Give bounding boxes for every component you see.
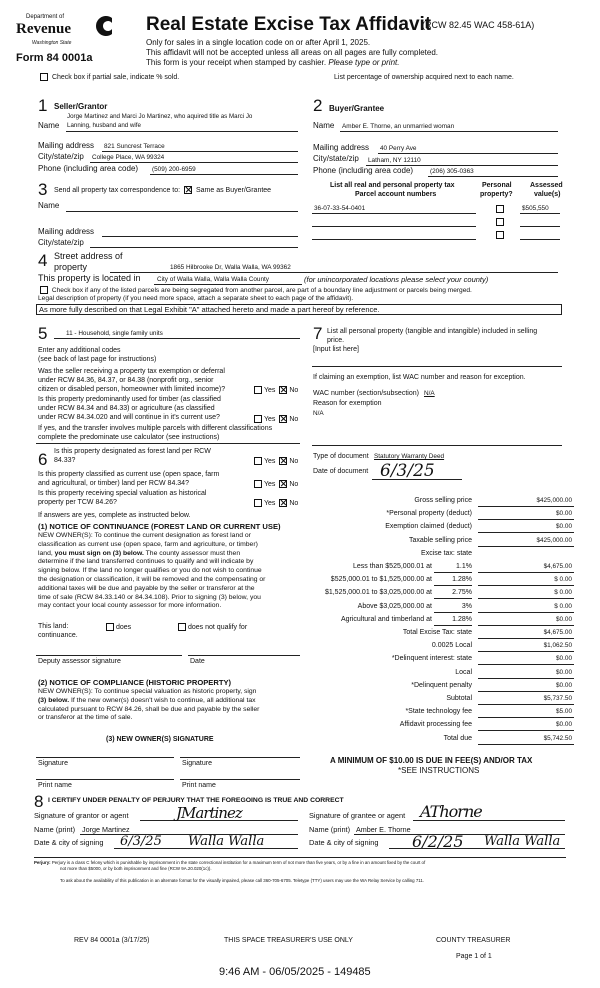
tax-row-value[interactable]: $0.00 [556,655,572,663]
wa-logo-icon [94,15,114,37]
grantor-name-value[interactable]: Jorge Martinez [82,825,130,834]
section-5-number: 5 [38,324,48,343]
dept-line2: Revenue [16,21,71,37]
reason-label: Reason for exemption [313,400,382,407]
partial-sale-label: Check box if partial sale, indicate % sold. [51,73,180,81]
same-as-buyer-checkbox[interactable] [184,186,192,194]
grantor-city-value[interactable]: Walla Walla [188,834,265,849]
exemption-instruction: If claiming an exemption, list WAC number and reason for exception. [313,374,526,381]
buyer-mailing-value[interactable]: 40 Perry Ave [380,145,417,152]
tax-row-label: *State technology fee [405,708,472,716]
s5-q3-line2: complete the predominate use calculator (see instructions) [38,434,220,441]
s5-q3-line1: If yes, and the transfer involves multiple parcels with different classifications [38,425,273,432]
tax-row-value[interactable]: $0.00 [556,721,572,729]
new-owner-signature-title: (3) NEW OWNER(S) SIGNATURE [106,736,214,743]
tax-row-label: Above $3,025,000.00 at [357,602,432,610]
s6-q2-line1: Is this property classified as current use (open space, farm [38,471,220,478]
tax-row-rate: 3% [461,602,472,610]
parcel-number-value[interactable]: 36-07-33-54-0401 [314,205,366,212]
tax-row-rate: 2.75% [452,589,472,597]
s6-q2-answer: Yes No [252,480,298,488]
personal-header-1: Personal [482,182,512,189]
s5-q1-answer: Yes No [252,386,298,394]
grantee-date-label: Date & city of signing [309,838,379,847]
perjury-notice: Perjury: Perjury is a class C felony which is punishable by imprisonment in the state correctional institution for a maximum term of not more than five years, or by a fine in an amount fixed by the court of [34,860,426,865]
tax-row-value[interactable]: $4,675.00 [543,563,572,570]
tax-row-value[interactable]: $0.00 [556,668,572,676]
s6-q2-line2: and agricultural, or timber) land per RCW 84.34? [38,480,189,487]
s6-q1-yes-checkbox[interactable] [254,457,262,465]
personal-header-2: property? [480,191,513,198]
doc-date-value[interactable]: 6/3/25 [380,461,435,481]
tax-row-rate: 1.1% [456,563,472,570]
header-line3: This form is your receipt when stamped by cashier. Please type or print. [146,58,400,67]
see-instructions-note: *SEE INSTRUCTIONS [398,766,480,775]
grantee-name-label: Name (print) [309,825,351,834]
assessed-value[interactable]: $505,550 [522,205,549,212]
page-number: Page 1 of 1 [456,953,492,960]
seller-city-label: City/state/zip [38,152,84,161]
additional-codes-label2: (see back of last page for instructions) [38,356,157,363]
tax-row-label: *Delinquent interest: state [391,655,472,663]
tax-row-value[interactable]: $425,000.00 [536,497,572,504]
s6-q3-no-checkbox[interactable] [279,499,287,507]
seller-mailing-value[interactable]: 821 Suncrest Terrace [104,143,165,150]
use-code-value[interactable]: 11 - Household, single family units [66,330,163,337]
grantee-city-value[interactable]: Walla Walla [484,834,561,849]
tax-row-value[interactable]: $ 0.00 [554,589,572,597]
tax-row-label: Local [455,668,472,676]
grantor-date-value[interactable]: 6/3/25 [120,834,162,849]
grantee-signature-label: Signature of grantee or agent [309,811,406,820]
dept-line3: Washington State [32,40,72,46]
s3-mailing-label: Mailing address [38,227,95,236]
segregated-label: Check box if any of the listed parcels are being segregated from another parcel, are part of a boundary line adjustment or parcels being merged. [51,286,472,294]
street-address-label1: Street address of [54,251,123,261]
reason-value[interactable]: N/A [313,410,324,417]
tax-row-label: Subtotal [446,695,472,702]
grantor-name-label: Name (print) [34,825,76,834]
tax-row-value[interactable]: $5,742.50 [543,734,572,742]
wac-value[interactable]: N/A [424,390,435,397]
cashier-stamp: 9:46 AM - 06/05/2025 - 149485 [219,966,371,978]
section-8-number: 8 [34,792,44,811]
new-owner-print-name-label-1: Print name [38,782,72,789]
doc-type-value[interactable]: Statutory Warranty Deed [374,453,445,460]
perjury-notice-2: not more than $5000, or by both imprisonment and fine (RCW 9A.20.020(1c)). [60,866,212,871]
wac-label: WAC number (section/subsection) [313,390,419,397]
buyer-name-value[interactable]: Amber E. Thorne, an unmarried woman [342,123,455,130]
land-does-not-option: does not qualify for [176,623,247,631]
s5-q2-line3: under RCW 84.34.020 and will continue in it's current use? [38,414,220,421]
tax-row-value[interactable]: $0.00 [556,681,572,689]
parcel3-personal-checkbox[interactable] [494,231,506,239]
tax-row-label: Affidavit processing fee [399,721,472,729]
tax-row-label: $525,000.01 to $1,525,000.00 at [330,576,432,584]
segregated-row [38,286,472,294]
tax-row-label: Agricultural and timberland at [340,615,432,623]
section-7-number: 7 [313,324,323,343]
buyer-city-value[interactable]: Latham, NY 12110 [368,157,421,164]
rcw-reference: (RCW 82.45 WAC 458-61A) [422,20,535,30]
assessed-header-1: Assessed [530,182,563,189]
legal-description-value: As more fully described on that Legal Exhibit "A" attached hereto and made a part hereof by reference. [39,305,380,314]
s5-q1-yes-checkbox[interactable] [254,386,262,394]
seller-heading: Seller/Grantor [54,102,108,111]
tax-row-label: Gross selling price [414,497,472,504]
tax-row-label: *Delinquent penalty [411,681,472,689]
tax-row-value[interactable]: $0.00 [556,510,572,518]
s6-q2-yes-checkbox[interactable] [254,480,262,488]
s5-q1-no-checkbox[interactable] [279,386,287,394]
seller-name-label: Name [38,121,60,130]
s6-q1-line2: 84.33? [54,457,76,464]
street-address-label2: property [54,262,88,272]
tax-row-value[interactable]: $ 0.00 [554,602,572,610]
section-2-number: 2 [313,96,323,115]
tax-row-value[interactable]: $ 0.00 [554,576,572,584]
dor-logo [16,14,126,54]
land-does-checkbox[interactable] [106,623,114,631]
tax-row-value[interactable]: $4,675.00 [543,629,572,636]
s5-q2-line2: under RCW 84.34 and 84.33) or agriculture (as classified [38,405,215,412]
s6-q2-no-checkbox[interactable] [279,480,287,488]
tax-row-label: 0.0025 Local [431,642,472,650]
personal-property-label1: List all personal property (tangible and intangible) included in selling [327,328,538,335]
s5-q2-line1: Is this property predominantly used for timber (as classified [38,396,221,403]
s3-city-label: City/state/zip [38,238,84,247]
seller-phone-value[interactable]: (509) 200-6959 [152,166,196,173]
new-owner-signature-label-2: Signature [182,760,212,767]
tax-row-value[interactable]: $0.00 [556,523,572,531]
buyer-name-label: Name [313,121,335,130]
buyer-phone-value[interactable]: (206) 305-0363 [430,168,474,175]
partial-sale-checkbox[interactable] [40,73,48,81]
legal-description-label: Legal description of property (if you need more space, attach a separate sheet to each page of the affidavit). [38,295,354,302]
parcel-header-2: Parcel account numbers [355,191,437,198]
header-line1: Only for sales in a single location code on or after April 1, 2025. [146,38,371,47]
section-6-number: 6 [38,450,48,469]
buyer-mailing-label: Mailing address [313,143,370,152]
s6-q3-line1: Is this property receiving special valuation as historical [38,490,207,497]
partial-sale-row [38,73,179,81]
minimum-due-note: A MINIMUM OF $10.00 IS DUE IN FEE(S) AND/OR TAX [330,756,533,765]
notice-compliance-title: (2) NOTICE OF COMPLIANCE (HISTORIC PROPERTY) [38,678,232,687]
seller-mailing-label: Mailing address [38,141,95,150]
this-land-label1: This land: [38,623,69,630]
parcel-header-1: List all real and personal property tax [330,182,455,189]
tax-row-label: $1,525,000.01 to $3,025,000.00 at [324,589,432,597]
same-as-buyer-label: Same as Buyer/Grantee [195,186,272,194]
section-3-number: 3 [38,180,48,199]
tax-row-rate: 1.28% [452,615,472,623]
s5-q2-answer: Yes No [252,415,298,423]
tax-row-label: Total due [443,734,472,742]
parcel2-personal-checkbox[interactable] [494,218,506,226]
legal-description-box[interactable] [36,304,562,315]
tax-row-label: Exemption claimed (deduct) [385,523,472,531]
county-treasurer-label: COUNTY TREASURER [436,937,511,944]
located-value[interactable]: City of Walla Walla, Walla Walla County [157,276,269,283]
parcel1-personal-checkbox[interactable] [494,205,506,213]
s5-q2-yes-checkbox[interactable] [254,415,262,423]
land-does-option: does [104,623,131,631]
located-note: (for unincorporated locations please select your county) [304,275,489,284]
page-title: Real Estate Excise Tax Affidavit [146,14,432,35]
s6-q1-answer: Yes No [252,457,298,465]
land-does-not-checkbox[interactable] [178,623,186,631]
additional-codes-label1: Enter any additional codes [38,347,121,354]
tax-row-value[interactable]: $5,737.50 [543,695,572,702]
buyer-heading: Buyer/Grantee [329,104,385,113]
grantee-date-value[interactable]: 6/2/25 [412,832,464,851]
if-yes-note: If answers are yes, complete as instructed below. [38,512,191,519]
grantee-name-value[interactable]: Amber E. Thorne [356,825,411,834]
rev-number: REV 84 0001a (3/17/25) [74,937,150,944]
certify-statement: I CERTIFY UNDER PENALTY OF PERJURY THAT THE FOREGOING IS TRUE AND CORRECT [48,797,344,804]
this-land-label2: continuance. [38,632,78,639]
s5-q2-no-checkbox[interactable] [279,415,287,423]
grantee-signature[interactable]: AThorne [420,802,482,821]
s3-name-label: Name [38,201,60,210]
tax-row-value[interactable]: $5.00 [556,708,572,716]
grantor-signature-label: Signature of grantor or agent [34,811,129,820]
s6-q1-line1: Is this property designated as forest land per RCW [54,448,211,455]
assessed-header-2: value(s) [534,191,561,198]
deputy-signature-label: Deputy assessor signature [38,658,121,665]
property-address-value[interactable]: 1865 Hilbrooke Dr, Walla Walla, WA 99362 [170,264,291,271]
s6-q3-answer: Yes No [252,499,298,507]
s6-q3-line2: property per TCW 84.26? [38,499,117,506]
new-owner-print-name-label-2: Print name [182,782,216,789]
correspondence-row [54,186,271,194]
segregated-checkbox[interactable] [40,286,48,294]
section-4-number: 4 [38,251,48,270]
tax-row-value[interactable]: $0.00 [556,615,572,623]
grantor-signature[interactable]: JMartinez [176,804,242,822]
new-owner-signature-label-1: Signature [38,760,68,767]
tax-row-label: Total Excise Tax: state [402,629,472,636]
section-1-number: 1 [38,96,48,115]
buyer-city-label: City/state/zip [313,154,359,163]
s5-q1-line3: citizen or disabled person, homeowner with limited income)? [38,386,226,393]
treasurer-use-label: THIS SPACE TREASURER'S USE ONLY [224,937,353,944]
alt-format-notice: To ask about the availability of this publication in an alternate format for the visually impaired, please call 360-705-6705. Teletype (TTY) users may use the WA Relay Service by calling 711. [60,878,425,883]
grantor-date-label: Date & city of signing [34,838,104,847]
ownership-note: List percentage of ownership acquired next to each name. [334,74,514,81]
dept-line1: Department of [26,14,65,20]
tax-row-value[interactable]: $425,000.00 [536,536,572,544]
correspondence-label: Send all property tax correspondence to: [54,186,181,194]
header-line2: This affidavit will not be accepted unless all areas on all pages are fully completed. [146,48,439,57]
s6-q1-no-checkbox[interactable] [279,457,287,465]
notice-continuance-text: NEW OWNER(S): To continue the current designation as forest land or classification as current use (open space, farm and agriculture, or timber) land, you must sign on (3) below. The county assessor must then determine if the land transferred continues to qualify and will indicate by signing below. If the land no longer qualifies or you do not wish to continue the designation or classification, it will be removed and the compensating or additional taxes will be due and payable by the seller or transferor at the time of sale (RCW 84.33.140 or 84.34.108). Prior to signing (3) below, you may contact your local county assessor for more information. [38,532,266,610]
tax-row-value[interactable]: $1,062.50 [543,642,572,650]
tax-row-label: Excise tax: state [421,549,472,557]
doc-date-label: Date of document [313,468,369,475]
personal-property-input[interactable]: [Input list here] [313,346,359,353]
s6-q3-yes-checkbox[interactable] [254,499,262,507]
located-label: This property is located in [38,273,141,283]
seller-city-value[interactable]: College Place, WA 99324 [92,154,165,161]
form-number: Form 84 0001a [16,52,93,64]
notice-continuance-title: (1) NOTICE OF CONTINUANCE (FOREST LAND OR CURRENT USE) [38,522,281,531]
s5-q1-line1: Was the seller receiving a property tax exemption or deferral [38,368,225,375]
seller-name-line1: Jorge Martinez and Marci Jo Martinez, who aquired title as Marci Jo [67,113,253,120]
buyer-phone-label: Phone (including area code) [313,166,414,175]
tax-row-label: Taxable selling price [408,536,472,544]
seller-name-line2[interactable]: Lanning, husband and wife [67,122,141,129]
tax-row-label: *Personal property (deduct) [386,510,472,518]
deputy-date-label: Date [190,658,205,665]
seller-phone-label: Phone (including area code) [38,164,139,173]
tax-row-rate: 1.28% [452,576,472,584]
doc-type-label: Type of document [313,453,369,460]
tax-row-label: Less than $525,000.01 at [352,563,432,570]
notice-compliance-text: NEW OWNER(S): To continue special valuation as historic property, sign (3) below. If the new owner(s) doesn't wish to continue, all additional tax calculated pursuant to RCW 84.26, shall be due and payable by the seller or transferor at the time of sale. [38,688,260,722]
s5-q1-line2: under RCW 84.36, 84.37, or 84.38 (nonprofit org., senior [38,377,214,384]
personal-property-label2: price. [327,337,345,344]
